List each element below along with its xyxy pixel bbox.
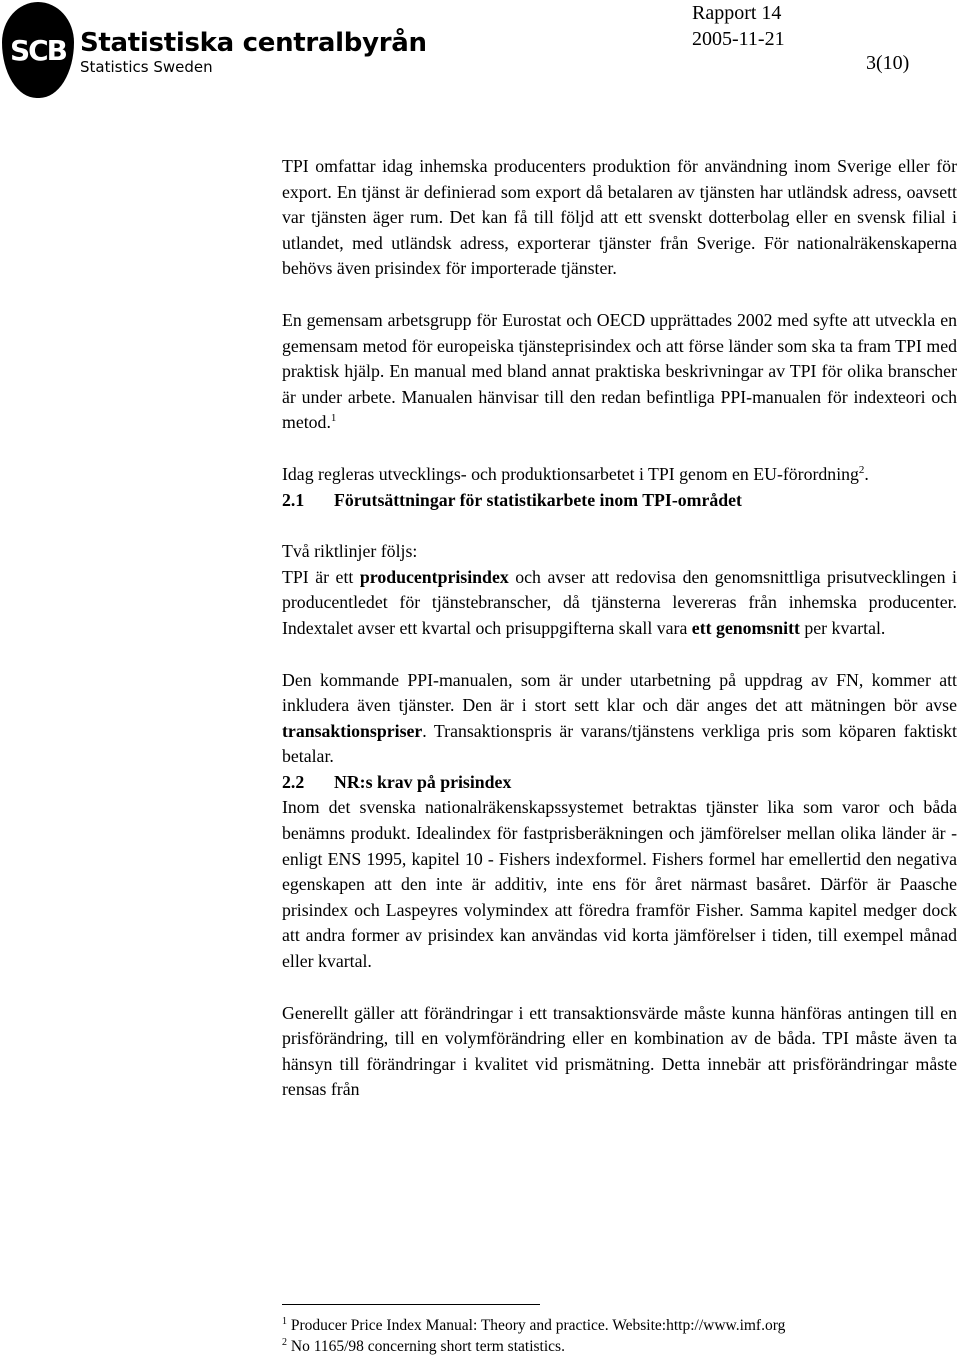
page-number: 3(10) <box>866 52 910 74</box>
footnote-2 <box>282 1338 565 1356</box>
section-title: NR:s krav på prisindex <box>334 771 512 792</box>
paragraph-2-text: En gemensam arbetsgrupp för Eurostat och OECD upprättades 2002 med syfte att utveckla en gemensam metod för europeiska tjänsteprisindex och att förse länder som ska ta fram TPI med praktisk hjälp. En manual med bland annat praktiska beskrivningar av TPI för olika branscher är under arbete. Manualen hänvisar till den redan befintliga PPI-manualen för indexteori och metod. <box>282 309 957 433</box>
bold-term: producentprisindex <box>359 566 509 587</box>
document-body <box>282 154 957 1103</box>
paragraph-3-end: . <box>864 463 869 484</box>
footnote-number: 2 <box>282 1336 287 1348</box>
footnote-1 <box>282 1317 785 1335</box>
paragraph-3 <box>282 462 957 488</box>
scb-logo-icon: SCB <box>2 2 74 98</box>
section-heading-2-1 <box>282 488 957 514</box>
paragraph-1: TPI omfattar idag inhemska producenters produktion för användning inom Sverige eller för export. En tjänst är definierad som export då betalaren av tjänsten har utländsk adress, oavsett var tjänsten äger rum. Det kan få till följd att ett svenskt dotterbolag eller en svensk filial i utlandet, med utländsk adress, exporterar tjänster från Sverige. För nationalräkenskaperna behövs även prisindex för importerade tjänster. <box>282 156 957 279</box>
paragraph-8: Generellt gäller att förändringar i ett transaktionsvärde måste kunna hänföras antingen till en prisförändring, till en volymförändring eller en kombination av de båda. TPI måste även ta hänsyn till förändringar i kvalitet vid prismätning. Detta innebär att prisförändringar måste rensas från <box>282 1002 957 1100</box>
paragraph-2 <box>282 308 957 436</box>
org-name-en: Statistics Sweden <box>80 58 213 76</box>
bold-term: ett genomsnitt <box>691 617 800 638</box>
report-label: Rapport 14 <box>692 2 782 24</box>
footnote-text: Producer Price Index Manual: Theory and practice. Website:http://www.imf.org <box>290 1317 786 1334</box>
paragraph-5 <box>282 565 957 642</box>
text: och avser att redovisa den genomsnittliga prisutvecklingen i producentledet för tjänstebranscher, då tjänsterna levereras från inhemska producenter. Indextalet avser ett kvartal och prisuppgifterna skall vara <box>282 566 957 638</box>
section-title: Förutsättningar för statistikarbete inom TPI-området <box>334 489 742 510</box>
section-number: 2.2 <box>282 771 305 792</box>
text: Den kommande PPI-manualen, som är under utarbetning på uppdrag av FN, kommer att inkludera även tjänster. Den är i stort sett klar och där anges det att mätningen bör avse <box>282 669 957 716</box>
footnote-text: No 1165/98 concerning short term statistics. <box>290 1338 565 1355</box>
footnote-number: 1 <box>282 1315 287 1327</box>
section-heading-2-2 <box>282 770 957 796</box>
bold-term: transaktionspriser <box>282 720 423 741</box>
text: per kvartal. <box>799 617 886 638</box>
text: TPI är ett <box>282 566 360 587</box>
paragraph-3-text: Idag regleras utvecklings- och produktionsarbetet i TPI genom en EU-förordning <box>282 463 859 484</box>
paragraph-7: Inom det svenska nationalräkenskapssystemet betraktas tjänster lika som varor och båda benämns produkt. Idealindex för fastprisberäkningen och jämförelser mellan olika länder är - enligt ENS 1995, kapitel 10 - Fishers indexformel. Fishers formel har emellertid den negativa egenskapen att den inte är additiv, inte ens för året närmast basåret. Därför är Paasche prisindex och Laspeyres volymindex att föredra framför Fisher. Samma kapitel medger dock att andra former av prisindex kan användas vid korta jämförelser i tiden, till exempel månad eller kvartal. <box>282 797 957 972</box>
report-date: 2005-11-21 <box>692 28 785 50</box>
paragraph-4: Två riktlinjer följs: <box>282 541 418 562</box>
text: . Transaktionspris är varans/tjänstens verkliga pris som köparen faktiskt betalar. <box>282 720 957 767</box>
footnote-ref-1: 1 <box>330 412 337 425</box>
footnote-ref-2: 2 <box>858 464 865 477</box>
footnote-divider <box>282 1304 540 1305</box>
paragraph-6 <box>282 668 957 770</box>
page-header <box>0 0 960 110</box>
section-number: 2.1 <box>282 489 305 510</box>
org-name: Statistiska centralbyrån <box>80 28 427 58</box>
